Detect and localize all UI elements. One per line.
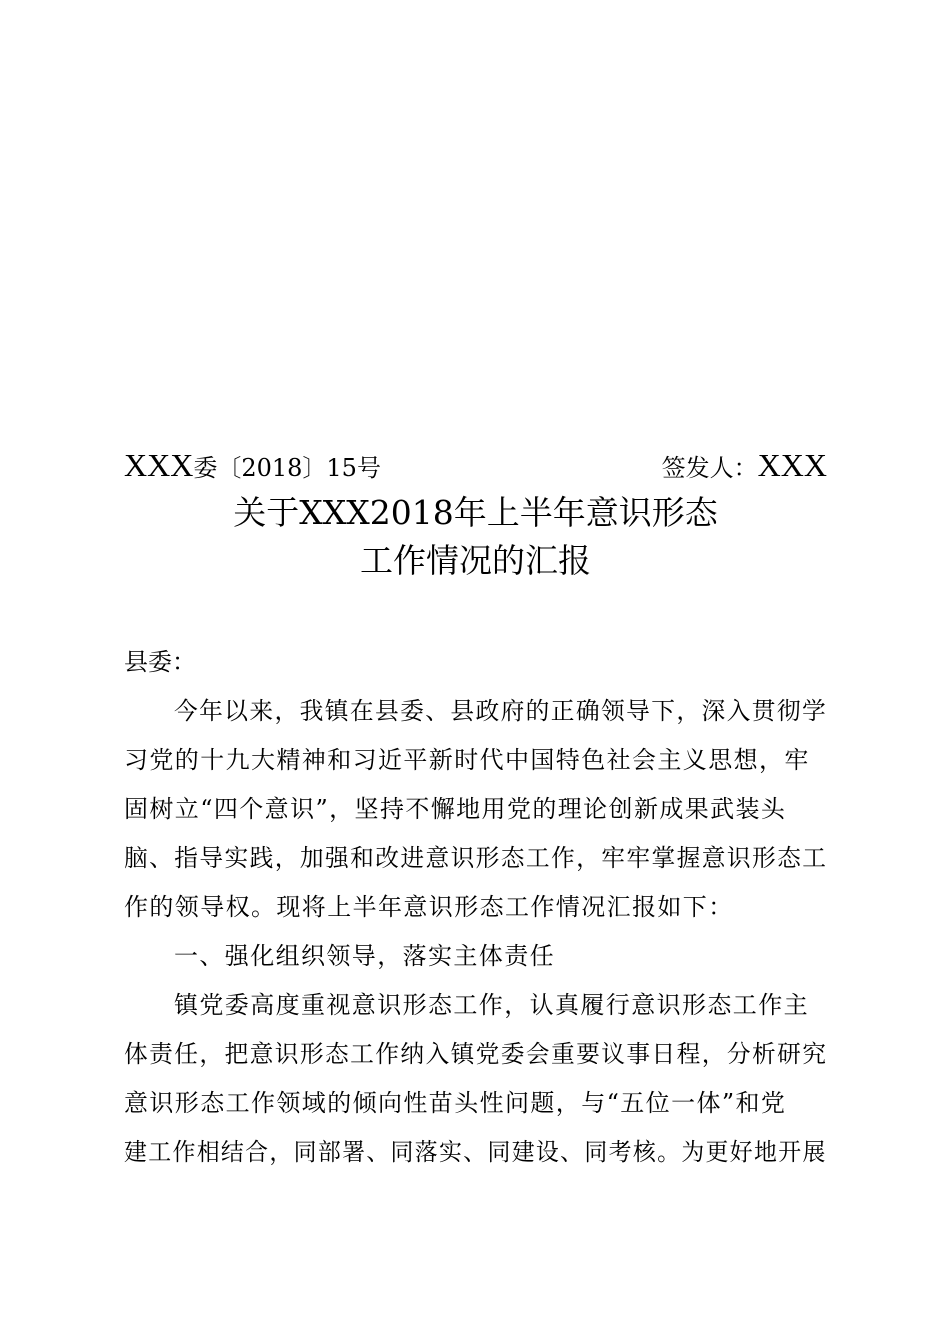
- signer-name: XXX: [757, 447, 827, 483]
- document-header: [124, 445, 827, 485]
- body-line: 体责任，把意识形态工作纳入镇党委会重要议事日程，分析研究: [124, 1040, 828, 1068]
- document-title-line-2: 工作情况的汇报: [360, 541, 591, 580]
- signer: [662, 445, 827, 488]
- document-title-line-1: 关于XXX2018年上半年意识形态: [233, 493, 718, 532]
- document-number: [124, 445, 381, 488]
- salutation: 县委：: [124, 648, 196, 676]
- document-number-text: 委〔2018〕15号: [193, 454, 381, 482]
- body-line: 固树立“四个意识”，坚持不懈地用党的理论创新成果武装头: [124, 795, 787, 823]
- body-line: 习党的十九大精神和习近平新时代中国特色社会主义思想，牢: [124, 746, 810, 774]
- body-line: 今年以来，我镇在县委、县政府的正确领导下，深入贯彻学: [174, 697, 828, 725]
- body-line: 意识形态工作领域的倾向性苗头性问题，与“五位一体”和党: [124, 1089, 787, 1117]
- body-line: 脑、指导实践，加强和改进意识形态工作，牢牢掌握意识形态工: [124, 844, 828, 872]
- body-line: 镇党委高度重视意识形态工作，认真履行意识形态工作主: [174, 991, 809, 1019]
- document-number-prefix: XXX: [124, 447, 194, 483]
- signer-label: 签发人：: [661, 454, 758, 482]
- body-line: 作的领导权。现将上半年意识形态工作情况汇报如下：: [124, 893, 734, 921]
- body-line: 建工作相结合，同部署、同落实、同建设、同考核。为更好地开展: [124, 1138, 827, 1166]
- section-heading: 一、强化组织领导，落实主体责任: [174, 942, 555, 970]
